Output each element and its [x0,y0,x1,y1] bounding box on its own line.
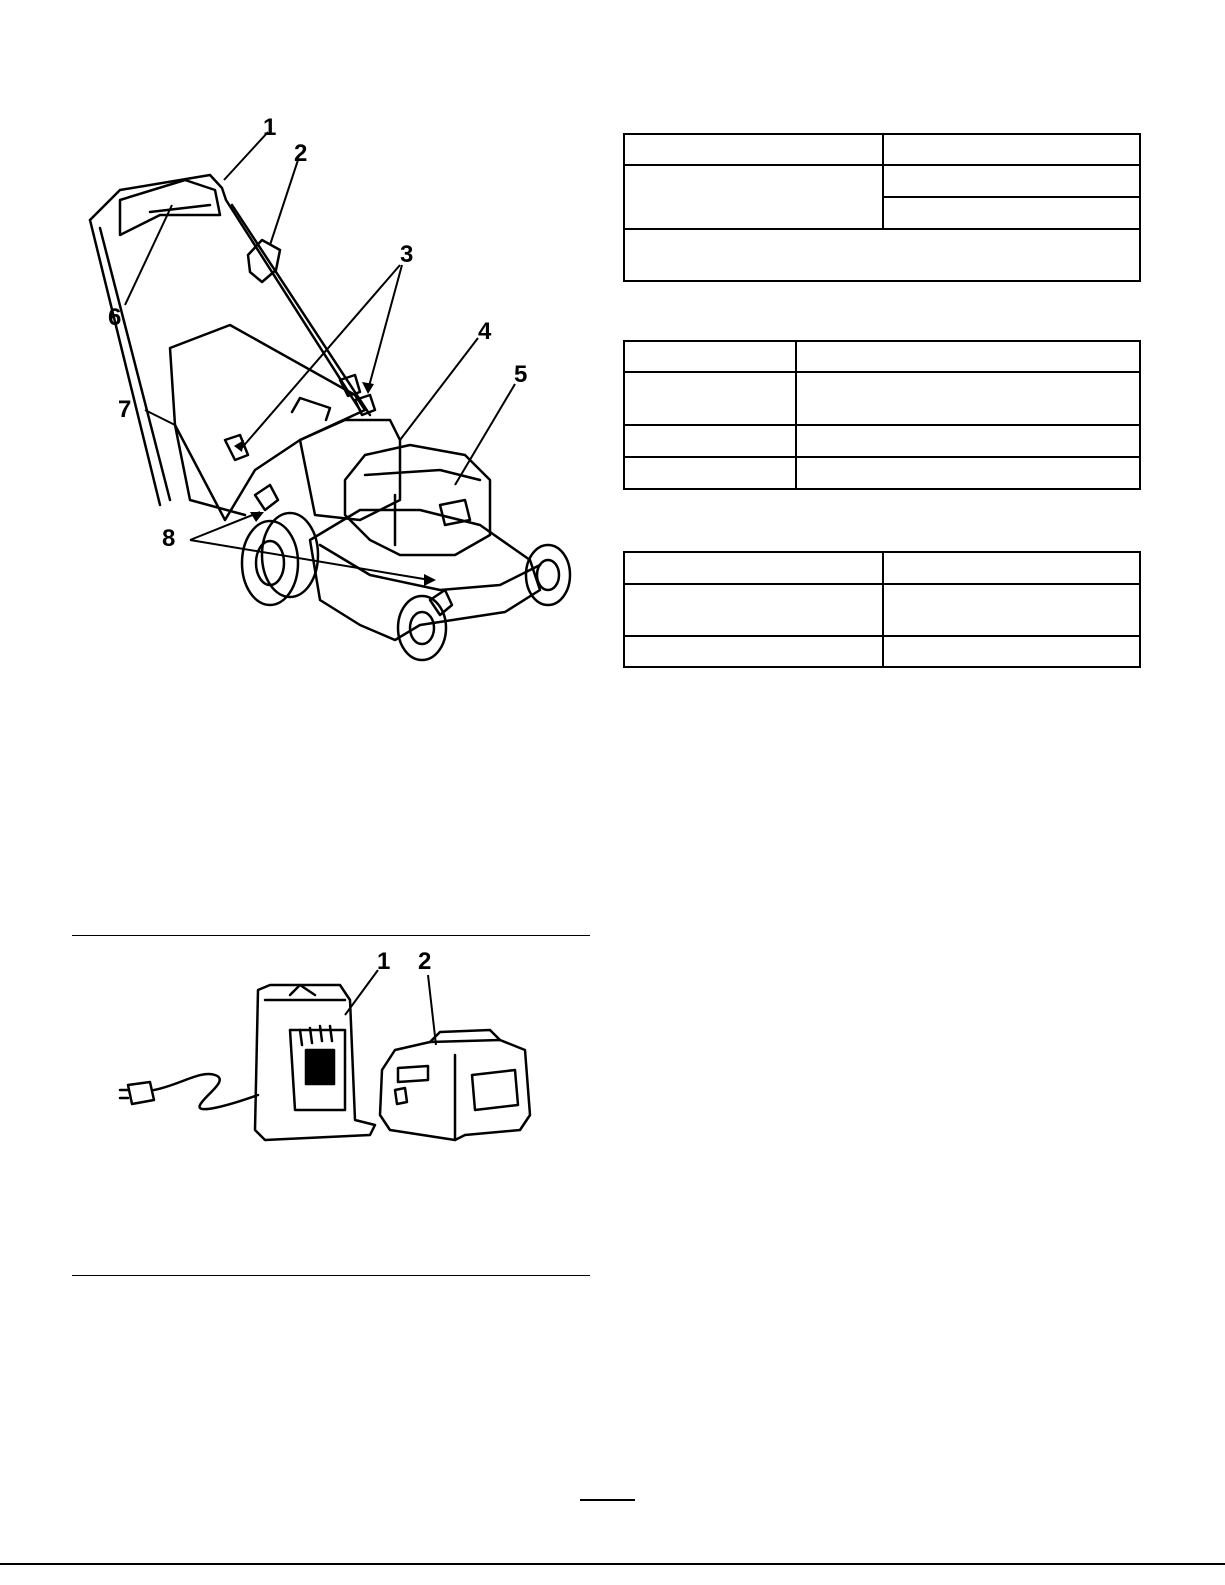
mower-callout-4: 4 [478,318,492,345]
table-cell [883,165,1140,197]
table-cell [624,229,1140,281]
mower-callout-8: 8 [162,525,176,552]
charger-callout-1: 1 [377,948,391,975]
page-number-rule [580,1499,635,1501]
charger-illustration [0,0,600,1200]
table-cell [624,165,883,229]
table-cell [624,457,796,489]
table-cell [883,636,1140,667]
mower-callout-6: 6 [108,304,122,331]
spec-table-3 [623,551,1141,668]
table-cell [883,134,1140,165]
mower-callout-2: 2 [294,140,308,167]
charger-callout-2: 2 [418,948,432,975]
figure-bottom-rule [72,1275,590,1276]
spec-table-2 [623,340,1141,490]
table-cell [883,584,1140,636]
table-cell [624,372,796,425]
table-cell [796,425,1140,457]
table-cell [796,341,1140,372]
mower-callout-5: 5 [514,361,528,388]
table-cell [624,341,796,372]
table-cell [883,197,1140,229]
table-cell [624,552,883,584]
table-cell [883,552,1140,584]
spec-table-1 [623,133,1141,282]
footer-rule [0,1563,1225,1565]
table-cell [796,372,1140,425]
table-cell [624,134,883,165]
power-cord [154,1074,258,1109]
mower-callout-3: 3 [400,241,414,268]
table-cell [624,584,883,636]
table-cell [624,425,796,457]
table-cell [624,636,883,667]
mower-callout-7: 7 [118,396,132,423]
charger-vent [306,1050,334,1084]
power-plug [128,1082,154,1104]
table-cell [796,457,1140,489]
mower-callout-1: 1 [263,114,277,141]
